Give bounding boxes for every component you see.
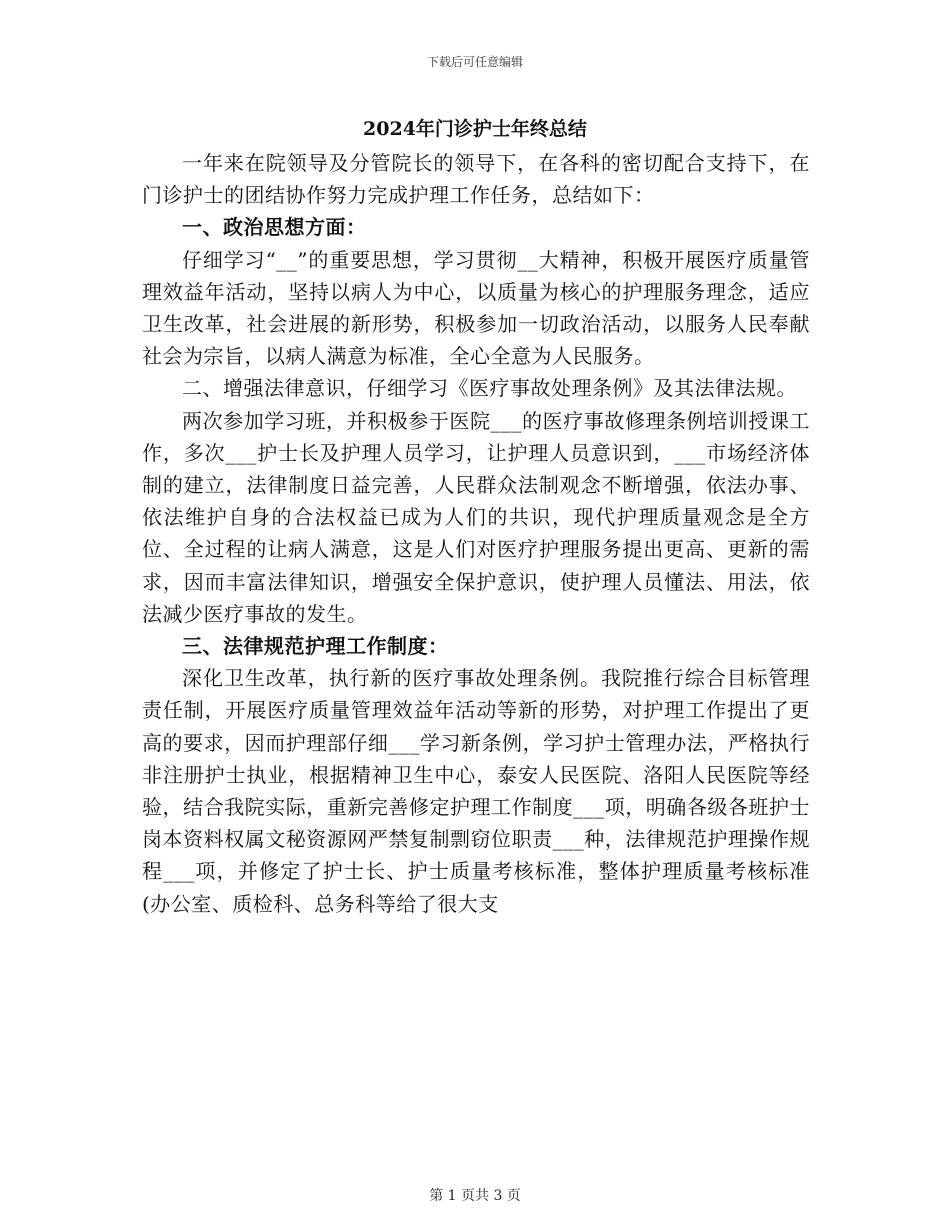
- document-title: 2024年门诊护士年终总结: [363, 118, 587, 140]
- section-heading-politics: 一、政治思想方面：: [182, 215, 367, 240]
- section-heading-regulations: 三、法律规范护理工作制度：: [182, 634, 449, 659]
- document-body: [142, 147, 810, 920]
- header-note: 下载后可任意编辑: [426, 55, 523, 69]
- body-paragraph: 两次参加学习班，并积极参于医院___的医疗事故修理条例培训授课工作，多次___护士长及护理人员学习，让护理人员意识到，___市场经济体制的建立，法律制度日益完善，人民群众法制观念不断增强，依法办事、依法维护自身的合法权益已成为人们的共识，现代护理质量观念是全方位、全过程的让病人满意，这是人们对医疗护理服务提出更高、更新的需求，因而丰富法律知识，增强安全保护意识，使护理人员懂法、用法，依法减少医疗事故的发生。: [142, 408, 810, 626]
- page-number: 第 1 页共 3 页: [429, 1188, 521, 1204]
- body-paragraph: 仔细学习“__”的重要思想，学习贯彻__大精神，积极开展医疗质量管理效益年活动，坚持以病人为中心，以质量为核心的护理服务理念，适应卫生改革，社会进展的新形势，积极参加一切政治活动，以服务人民奉献社会为宗旨，以病人满意为标准，全心全意为人民服务。: [142, 247, 810, 369]
- body-paragraph: 深化卫生改革，执行新的医疗事故处理条例。我院推行综合目标管理责任制，开展医疗质量管理效益年活动等新的形势，对护理工作提出了更高的要求，因而护理部仔细___学习新条例，学习护士管理办法，严格执行非注册护士执业，根据精神卫生中心，泰安人民医院、洛阳人民医院等经验，结合我院实际，重新完善修定护理工作制度___项，明确各级各班护士岗本资料权属文秘资源网严禁复制剽窃位职责___种，法律规范护理操作规程___项，并修定了护士长、护士质量考核标准，整体护理质量考核标准(办公室、质检科、总务科等给了很大支: [142, 666, 810, 916]
- intro-paragraph: 一年来在院领导及分管院长的领导下，在各科的密切配合支持下，在门诊护士的团结协作努力完成护理工作任务，总结如下：: [142, 151, 810, 208]
- section-heading-law-awareness: 二、增强法律意识，仔细学习《医疗事故处理条例》及其法律法规。: [182, 376, 797, 401]
